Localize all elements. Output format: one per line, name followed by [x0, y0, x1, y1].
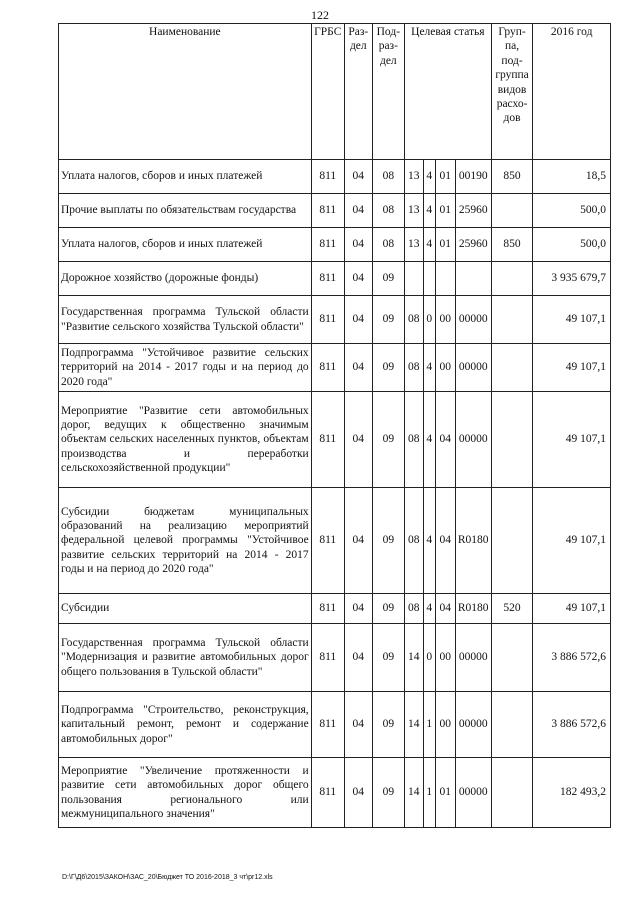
- target-subprogram-cell: [423, 262, 435, 296]
- grbs-cell: 811: [311, 228, 344, 262]
- grbs-cell: 811: [311, 344, 344, 392]
- header-razdel: Раз- дел: [344, 24, 372, 160]
- razdel-cell: 04: [344, 392, 372, 488]
- target-event-cell: 00: [435, 624, 455, 692]
- amount-cell: 49 107,1: [533, 344, 611, 392]
- target-subprogram-cell: 0: [423, 624, 435, 692]
- header-grbs: ГРБС: [311, 24, 344, 160]
- grbs-cell: 811: [311, 194, 344, 228]
- target-subprogram-cell: 4: [423, 194, 435, 228]
- target-event-cell: 00: [435, 296, 455, 344]
- table-row: [59, 194, 611, 228]
- target-direction-cell: 00000: [455, 692, 491, 758]
- target-program-cell: 08: [404, 344, 423, 392]
- podrazdel-cell: 09: [372, 262, 404, 296]
- name-cell: Мероприятие "Увеличение протяженности и развитие сети автомобильных дорог общего пользования регионального или межмуниципального значения": [59, 758, 312, 828]
- razdel-cell: 04: [344, 160, 372, 194]
- target-program-cell: 13: [404, 160, 423, 194]
- page-number: 122: [311, 8, 329, 22]
- target-program-cell: [404, 262, 423, 296]
- target-subprogram-cell: 1: [423, 692, 435, 758]
- name-cell: Дорожное хозяйство (дорожные фонды): [59, 262, 312, 296]
- target-program-cell: 08: [404, 594, 423, 624]
- name-cell: Государственная программа Тульской области "Модернизация и развитие автомобильных дорог общего пользования в Тульской области": [59, 624, 312, 692]
- target-direction-cell: 00000: [455, 624, 491, 692]
- target-direction-cell: R0180: [455, 594, 491, 624]
- header-year: 2016 год: [533, 24, 611, 160]
- amount-cell: 3 886 572,6: [533, 692, 611, 758]
- grbs-cell: 811: [311, 392, 344, 488]
- target-event-cell: 01: [435, 228, 455, 262]
- target-direction-cell: R0180: [455, 488, 491, 594]
- podrazdel-cell: 09: [372, 758, 404, 828]
- expense-group-cell: [491, 758, 532, 828]
- amount-cell: 49 107,1: [533, 488, 611, 594]
- target-subprogram-cell: 4: [423, 344, 435, 392]
- table-row: [59, 692, 611, 758]
- table-row: [59, 758, 611, 828]
- name-cell: Субсидии: [59, 594, 312, 624]
- name-cell: Прочие выплаты по обязательствам государства: [59, 194, 312, 228]
- expense-group-cell: 850: [491, 228, 532, 262]
- name-cell: Подпрограмма "Строительство, реконструкция, капитальный ремонт, ремонт и содержание автомобильных дорог": [59, 692, 312, 758]
- name-cell: Мероприятие "Развитие сети автомобильных дорог, ведущих к общественно значимым объектам сельских населенных пунктов, объектам производства и переработки сельскохозяйственной продукции": [59, 392, 312, 488]
- expense-group-cell: [491, 296, 532, 344]
- header-row: [59, 24, 611, 160]
- razdel-cell: 04: [344, 594, 372, 624]
- name-cell: Уплата налогов, сборов и иных платежей: [59, 160, 312, 194]
- amount-cell: 49 107,1: [533, 392, 611, 488]
- target-subprogram-cell: 4: [423, 392, 435, 488]
- podrazdel-cell: 08: [372, 194, 404, 228]
- podrazdel-cell: 09: [372, 488, 404, 594]
- target-event-cell: 01: [435, 758, 455, 828]
- amount-cell: 3 935 679,7: [533, 262, 611, 296]
- expense-group-cell: [491, 392, 532, 488]
- table-row: [59, 228, 611, 262]
- target-subprogram-cell: 4: [423, 160, 435, 194]
- razdel-cell: 04: [344, 228, 372, 262]
- table-row: [59, 160, 611, 194]
- expense-group-cell: [491, 692, 532, 758]
- podrazdel-cell: 09: [372, 392, 404, 488]
- amount-cell: 49 107,1: [533, 296, 611, 344]
- budget-table: [58, 23, 611, 828]
- podrazdel-cell: 09: [372, 344, 404, 392]
- target-subprogram-cell: 1: [423, 758, 435, 828]
- grbs-cell: 811: [311, 296, 344, 344]
- razdel-cell: 04: [344, 344, 372, 392]
- podrazdel-cell: 08: [372, 228, 404, 262]
- name-cell: Уплата налогов, сборов и иных платежей: [59, 228, 312, 262]
- amount-cell: 500,0: [533, 228, 611, 262]
- razdel-cell: 04: [344, 296, 372, 344]
- target-program-cell: 14: [404, 758, 423, 828]
- target-event-cell: 00: [435, 344, 455, 392]
- target-event-cell: 04: [435, 392, 455, 488]
- header-name: Наименование: [59, 24, 312, 160]
- podrazdel-cell: 09: [372, 296, 404, 344]
- table-row: [59, 392, 611, 488]
- razdel-cell: 04: [344, 624, 372, 692]
- target-direction-cell: 00000: [455, 392, 491, 488]
- podrazdel-cell: 09: [372, 692, 404, 758]
- amount-cell: 500,0: [533, 194, 611, 228]
- target-direction-cell: 00000: [455, 344, 491, 392]
- podrazdel-cell: 08: [372, 160, 404, 194]
- podrazdel-cell: 09: [372, 594, 404, 624]
- target-event-cell: 04: [435, 594, 455, 624]
- razdel-cell: 04: [344, 488, 372, 594]
- target-event-cell: 04: [435, 488, 455, 594]
- amount-cell: 18,5: [533, 160, 611, 194]
- podrazdel-cell: 09: [372, 624, 404, 692]
- target-direction-cell: 25960: [455, 228, 491, 262]
- grbs-cell: 811: [311, 160, 344, 194]
- grbs-cell: 811: [311, 594, 344, 624]
- table-row: [59, 594, 611, 624]
- target-direction-cell: 00000: [455, 758, 491, 828]
- expense-group-cell: 850: [491, 160, 532, 194]
- expense-group-cell: [491, 344, 532, 392]
- table-row: [59, 262, 611, 296]
- expense-group-cell: [491, 194, 532, 228]
- target-subprogram-cell: 0: [423, 296, 435, 344]
- expense-group-cell: [491, 624, 532, 692]
- table-row: [59, 488, 611, 594]
- table-body: [59, 160, 611, 828]
- expense-group-cell: 520: [491, 594, 532, 624]
- header-target: Целевая статья: [404, 24, 491, 160]
- target-event-cell: [435, 262, 455, 296]
- razdel-cell: 04: [344, 692, 372, 758]
- razdel-cell: 04: [344, 262, 372, 296]
- target-program-cell: 08: [404, 296, 423, 344]
- grbs-cell: 811: [311, 692, 344, 758]
- amount-cell: 3 886 572,6: [533, 624, 611, 692]
- table-row: [59, 296, 611, 344]
- header-group: Груп- па, под- группа видов расхо- дов: [491, 24, 532, 160]
- target-subprogram-cell: 4: [423, 488, 435, 594]
- target-program-cell: 14: [404, 692, 423, 758]
- grbs-cell: 811: [311, 488, 344, 594]
- target-program-cell: 14: [404, 624, 423, 692]
- target-event-cell: 01: [435, 160, 455, 194]
- file-path-footer: D:\Г\Д6\2015\ЗАКОН\ЗАС_20\Бюджет ТО 2016-2018_3 чт\pr12.xls: [62, 874, 273, 881]
- target-event-cell: 01: [435, 194, 455, 228]
- target-event-cell: 00: [435, 692, 455, 758]
- target-subprogram-cell: 4: [423, 228, 435, 262]
- table-row: [59, 344, 611, 392]
- target-program-cell: 13: [404, 194, 423, 228]
- expense-group-cell: [491, 262, 532, 296]
- name-cell: Субсидии бюджетам муниципальных образований на реализацию мероприятий федеральной целевой программы "Устойчивое развитие сельских территорий на 2014 - 2017 годы и на период до 2020 года": [59, 488, 312, 594]
- expense-group-cell: [491, 488, 532, 594]
- grbs-cell: 811: [311, 758, 344, 828]
- target-direction-cell: [455, 262, 491, 296]
- amount-cell: 49 107,1: [533, 594, 611, 624]
- name-cell: Государственная программа Тульской области "Развитие сельского хозяйства Тульской области": [59, 296, 312, 344]
- target-direction-cell: 00000: [455, 296, 491, 344]
- target-direction-cell: 00190: [455, 160, 491, 194]
- header-podrazdel: Под- раз- дел: [372, 24, 404, 160]
- target-program-cell: 13: [404, 228, 423, 262]
- grbs-cell: 811: [311, 624, 344, 692]
- razdel-cell: 04: [344, 194, 372, 228]
- name-cell: Подпрограмма "Устойчивое развитие сельских территорий на 2014 - 2017 годы и на период до 2020 года": [59, 344, 312, 392]
- razdel-cell: 04: [344, 758, 372, 828]
- target-program-cell: 08: [404, 392, 423, 488]
- amount-cell: 182 493,2: [533, 758, 611, 828]
- table-row: [59, 624, 611, 692]
- grbs-cell: 811: [311, 262, 344, 296]
- target-program-cell: 08: [404, 488, 423, 594]
- target-direction-cell: 25960: [455, 194, 491, 228]
- target-subprogram-cell: 4: [423, 594, 435, 624]
